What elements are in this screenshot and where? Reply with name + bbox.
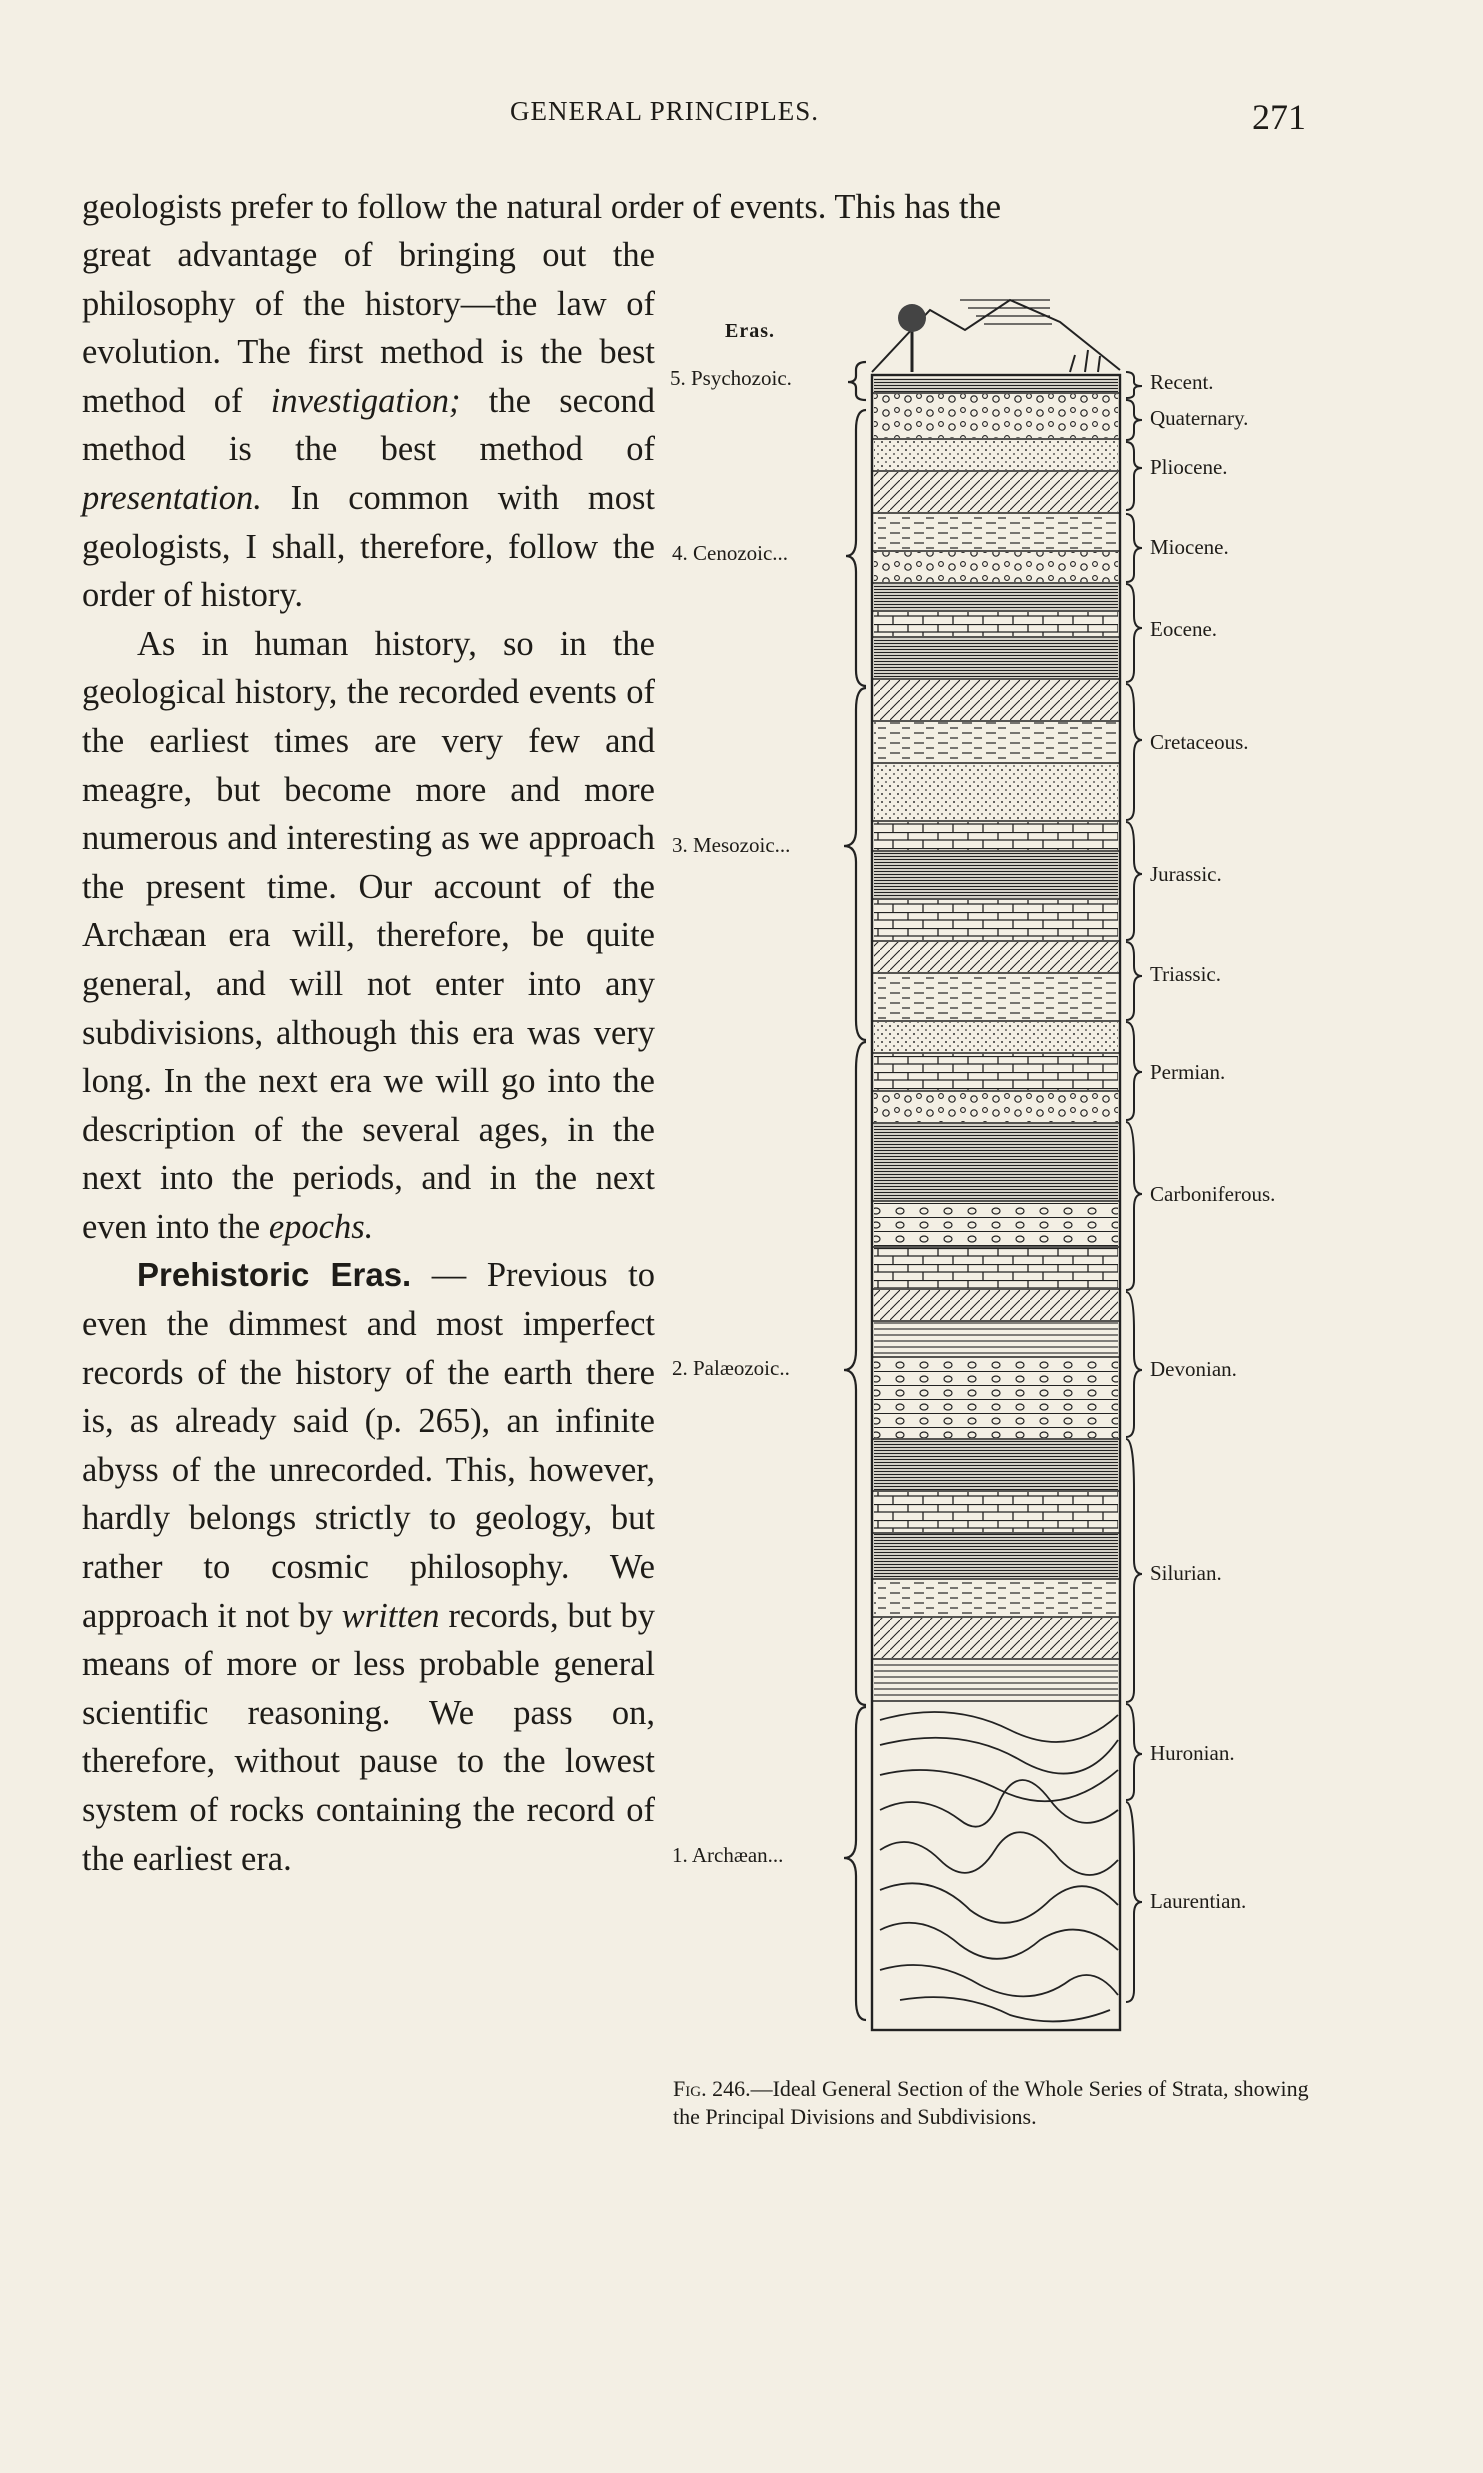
figure-number: Fig. 246. (673, 2076, 751, 2101)
p1-text-c: In common with most geologists, I shall, therefore, follow the order of history. (82, 478, 655, 615)
period-label-miocene: Miocene. (1150, 535, 1229, 559)
figure-caption (673, 2075, 1333, 2131)
era-brackets (844, 362, 866, 2020)
p3-text-a: — Previous to even the dimmest and most imperfect records of the history of the earth there is, as already said (p. 265), an infinite abyss of the unrecorded. This, however, hardly belongs strictly to geology, but rather to cosmic philosophy. We approach it not by (82, 1256, 655, 1635)
era-label-archaean: 1. Archæan... (672, 1843, 784, 1867)
period-label-triassic: Triassic. (1150, 962, 1221, 986)
period-label-carboniferous: Carboniferous. (1150, 1182, 1276, 1206)
p2-text-a: As in human history, so in the geological history, the recorded events of the earliest times are very few and meagre, but become more and more numerous and interesting as we approach the present time. Our account of the Archæan era will, therefore, be quite general, and will not enter into any subdivisions, although this era was very long. In the next era we will go into the description of the several ages, in the next into the periods, and in the next even into the (82, 624, 655, 1246)
era-label-cenozoic: 4. Cenozoic... (672, 541, 789, 565)
period-label-recent: Recent. (1150, 370, 1214, 394)
archaean-folds (880, 1712, 1118, 2021)
caption-text: —Ideal General Section of the Whole Series of Strata, showing the Principal Divisions and Subdivisions. (673, 2076, 1309, 2129)
running-head: GENERAL PRINCIPLES. (510, 96, 820, 126)
p1-emphasis-2: presentation. (82, 478, 262, 517)
period-brackets (1126, 372, 1142, 2002)
period-label-quaternary: Quaternary. (1150, 406, 1249, 430)
period-label-pliocene: Pliocene. (1150, 455, 1228, 479)
p3-emphasis: written (341, 1596, 440, 1635)
era-label-mesozoic: 3. Mesozoic... (672, 833, 791, 857)
p1-text-b: the second method is the best method of (82, 381, 655, 469)
p1-text-a: great advantage of bringing out the philosophy of the history—the law of evolution. The first method is the best method of (82, 236, 655, 420)
p3-text-b: records, but by means of more or less probable general scientific reasoning. We pass on, therefore, without pause to the lowest system of rocks containing the record of the earliest era. (82, 1596, 655, 1878)
eras-heading: Eras. (725, 320, 775, 342)
period-label-eocene: Eocene. (1150, 617, 1218, 641)
period-label-jurassic: Jurassic. (1150, 862, 1222, 886)
period-label-devonian: Devonian. (1150, 1357, 1237, 1381)
period-label-permian: Permian. (1150, 1060, 1226, 1084)
era-label-palaeozoic: 2. Palæozoic.. (672, 1356, 790, 1380)
body-first-line: geologists prefer to follow the natural order of events. This has the (82, 188, 1002, 226)
period-label-silurian: Silurian. (1150, 1561, 1222, 1585)
era-label-psychozoic: 5. Psychozoic. (670, 366, 792, 390)
p1-emphasis-1: investigation; (270, 381, 461, 420)
period-label-laurentian: Laurentian. (1150, 1889, 1247, 1913)
period-label-cretaceous: Cretaceous. (1150, 730, 1249, 754)
page-number: 271 (1252, 97, 1306, 137)
period-label-huronian: Huronian. (1150, 1741, 1235, 1765)
p2-emphasis: epochs. (268, 1207, 374, 1246)
strata-bands (874, 378, 1118, 1700)
landscape-icon (872, 300, 1120, 372)
section-heading: Prehistoric Eras. (137, 1256, 412, 1294)
